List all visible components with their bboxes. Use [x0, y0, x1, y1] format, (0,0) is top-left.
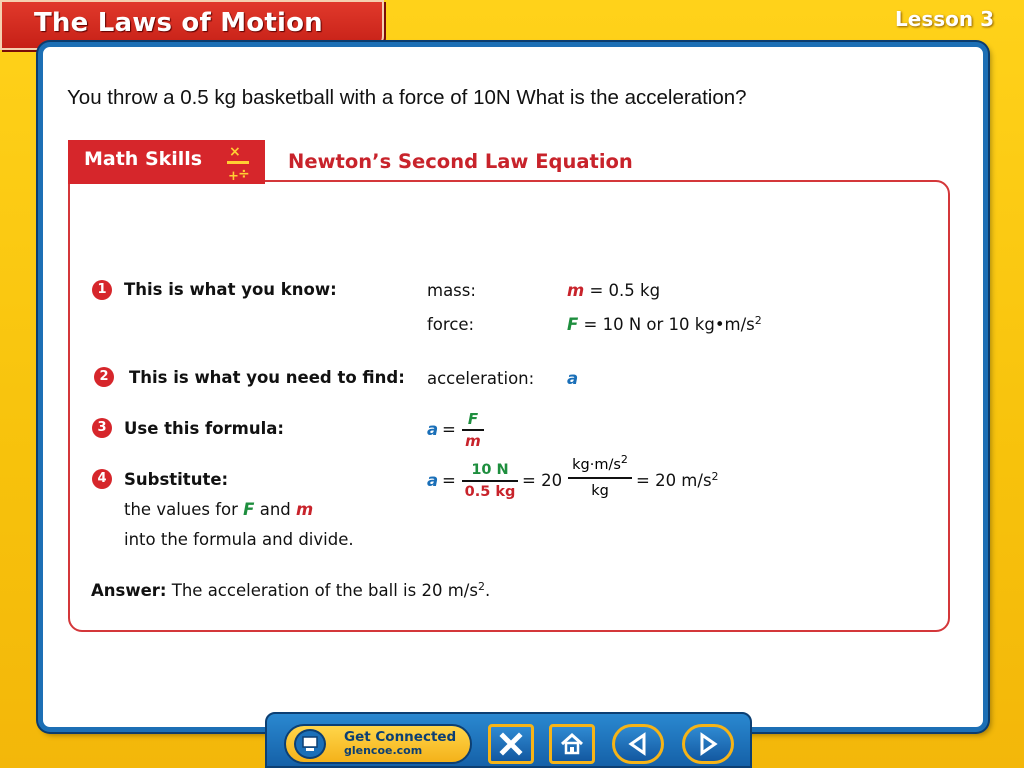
step-1-number: 1: [92, 280, 112, 300]
slide-title: The Laws of Motion: [34, 8, 323, 38]
unit-fraction: [568, 453, 632, 500]
substitute-equals: =: [442, 471, 456, 490]
mass-label: mass:: [427, 281, 476, 300]
step-4-var-f: F: [243, 500, 255, 519]
step-4-number: 4: [92, 469, 112, 489]
mass-var: m: [567, 281, 585, 300]
step-2-label: This is what you need to find:: [129, 368, 405, 387]
lesson-label: Lesson 3: [895, 7, 994, 31]
substitute-numerator: 10 N: [471, 462, 509, 478]
unit-numerator-exponent: 2: [620, 453, 628, 466]
step-1-label: This is what you know:: [124, 280, 337, 299]
formula-fraction: [462, 410, 484, 450]
formula-equals: =: [442, 420, 456, 439]
equation-title: Newton’s Second Law Equation: [288, 150, 633, 173]
svg-text:÷: ÷: [238, 166, 250, 182]
unit-numerator: [568, 453, 632, 474]
fraction-bar: [462, 480, 518, 482]
previous-icon: [626, 732, 650, 756]
glencoe-link[interactable]: glencoe.com: [344, 744, 423, 757]
acceleration-var: a: [567, 369, 579, 388]
close-button[interactable]: [488, 724, 534, 764]
force-var: F: [567, 315, 579, 334]
fraction-bar: [568, 477, 632, 479]
force-label: force:: [427, 315, 475, 334]
acceleration-label: acceleration:: [427, 369, 535, 388]
answer-label: Answer:: [91, 581, 167, 600]
substitute-mid: = 20: [522, 471, 563, 490]
force-value: = 10 N or 10 kg•m/s: [583, 315, 755, 334]
math-operators-icon: [226, 142, 252, 182]
formula-denominator: m: [465, 431, 481, 450]
step-3-label: Use this formula:: [124, 419, 284, 438]
force-expression: [567, 315, 762, 334]
computer-icon: [294, 729, 326, 759]
step-4-line-2: [124, 500, 313, 519]
step-4-text-a: the values for: [124, 500, 238, 519]
substitute-denominator: 0.5 kg: [464, 483, 516, 500]
substitute-lhs: a: [427, 471, 439, 490]
close-icon: [499, 732, 523, 756]
math-skills-box: [68, 180, 950, 632]
step-2-number: 2: [94, 367, 114, 387]
mass-expression: [567, 281, 660, 300]
substitute-result-text: = 20 m/s: [636, 471, 712, 490]
home-icon: [559, 732, 585, 756]
substitute-fraction: [462, 461, 518, 501]
answer-exponent: 2: [477, 580, 485, 593]
get-connected-label[interactable]: Get Connected: [344, 729, 457, 745]
step-4-line-3: into the formula and divide.: [124, 530, 354, 549]
question-text: You throw a 0.5 kg basketball with a force of 10N What is the acceleration?: [67, 86, 747, 109]
next-button[interactable]: [682, 724, 734, 764]
answer-line: [91, 581, 490, 600]
computer-icon-glyph: [296, 731, 324, 757]
substitute-result-exponent: 2: [711, 470, 719, 483]
force-exponent: 2: [754, 314, 762, 327]
step-4-label: Substitute:: [124, 470, 229, 489]
math-skills-label: Math Skills: [84, 148, 203, 170]
fraction-bar: [462, 429, 484, 431]
home-button[interactable]: [549, 724, 595, 764]
unit-denominator: kg: [591, 482, 609, 499]
svg-text:×: ×: [229, 144, 241, 160]
step-4-text-and: and: [259, 500, 291, 519]
answer-period: .: [484, 581, 491, 600]
step-4-var-m: m: [296, 500, 314, 519]
step-3-number: 3: [92, 418, 112, 438]
substitute-result: [636, 471, 719, 490]
formula-numerator: F: [467, 410, 479, 428]
unit-numerator-text: kg·m/s: [572, 457, 621, 473]
answer-text: The acceleration of the ball is 20 m/s: [171, 581, 478, 600]
svg-text:+: +: [228, 169, 239, 182]
previous-button[interactable]: [612, 724, 664, 764]
next-icon: [696, 732, 720, 756]
formula-lhs: a: [427, 420, 439, 439]
mass-value: = 0.5 kg: [589, 281, 661, 300]
